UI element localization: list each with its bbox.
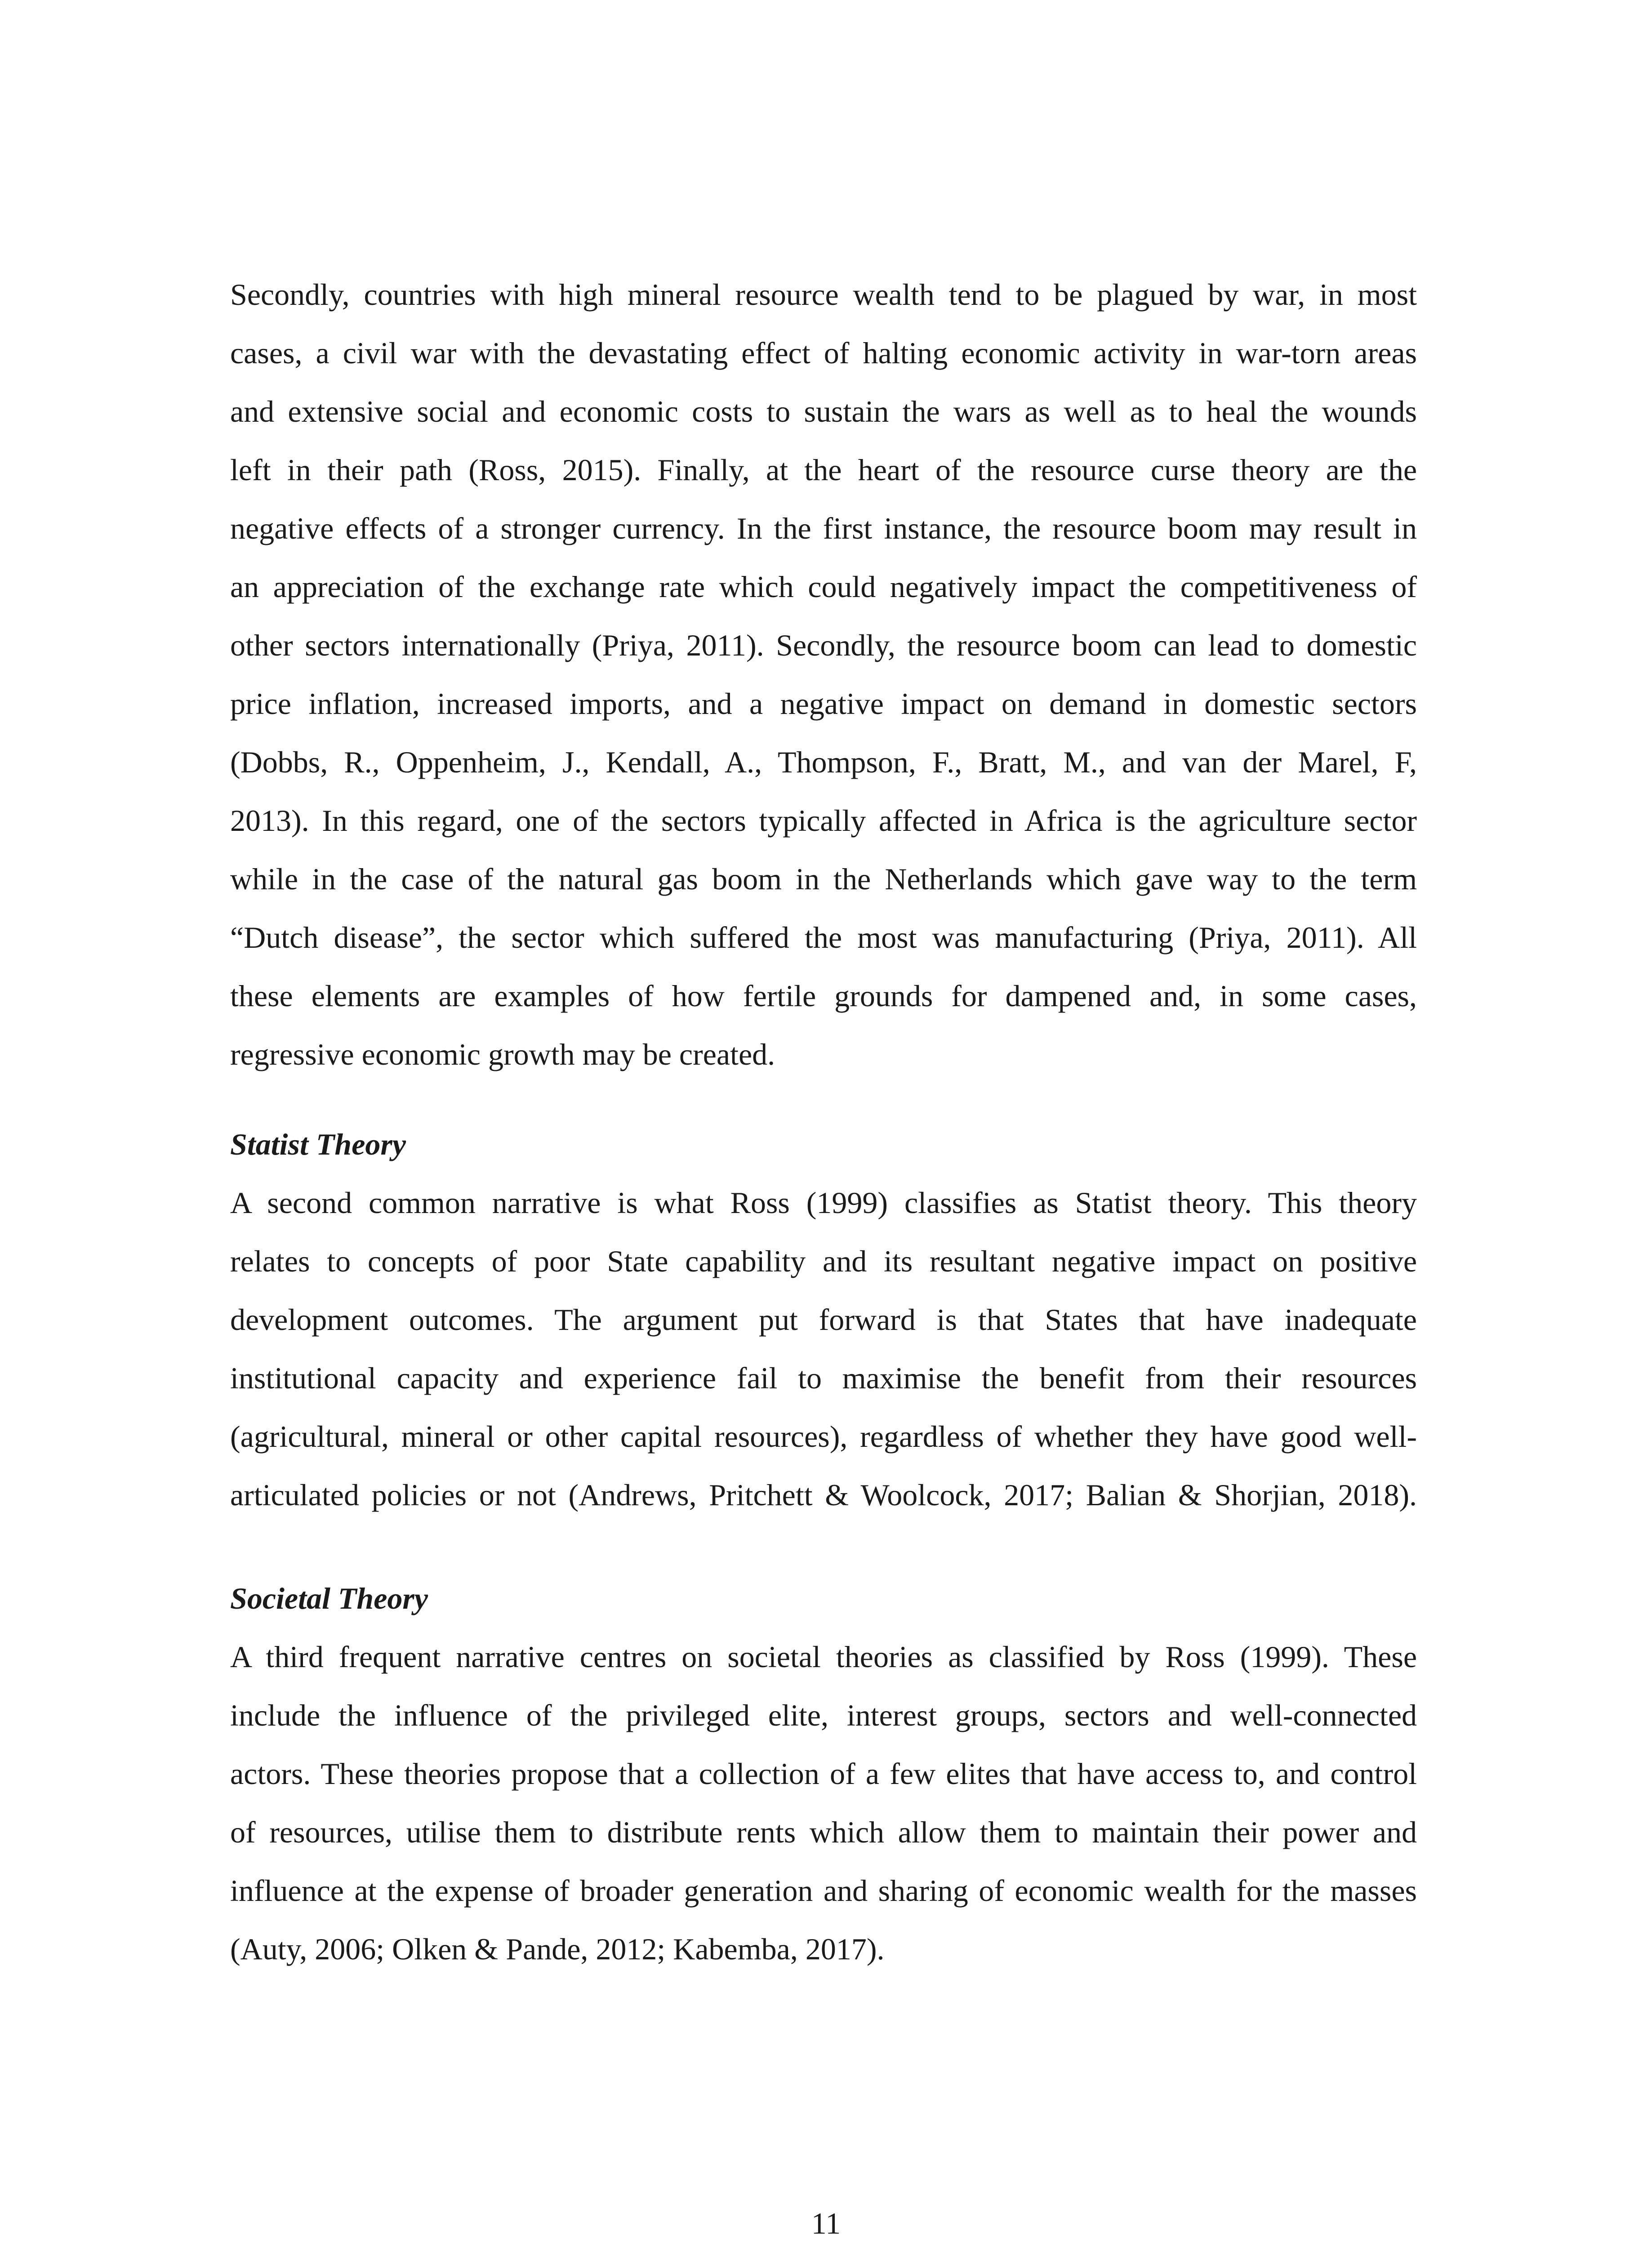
text-line: (Auty, 2006; Olken & Pande, 2012; Kabemba, 2017). bbox=[230, 1932, 885, 1966]
text-line: A second common narrative is what Ross (1999) classifies as Statist theory. This theory bbox=[230, 1186, 1417, 1220]
text-line: 2013). In this regard, one of the sectors typically affected in Africa is the agriculture sector bbox=[230, 803, 1417, 838]
text-line: these elements are examples of how fertile grounds for dampened and, in some cases, bbox=[230, 979, 1417, 1013]
text-line: other sectors internationally (Priya, 2011). Secondly, the resource boom can lead to domestic bbox=[230, 628, 1417, 662]
text-line: “Dutch disease”, the sector which suffered the most was manufacturing (Priya, 2011). All bbox=[230, 920, 1417, 955]
text-line: development outcomes. The argument put forward is that States that have inadequate bbox=[230, 1302, 1417, 1337]
text-line: price inflation, increased imports, and a negative impact on demand in domestic sectors bbox=[230, 687, 1417, 721]
text-line: Secondly, countries with high mineral resource wealth tend to be plagued by war, in most bbox=[230, 277, 1417, 312]
text-line: (agricultural, mineral or other capital resources), regardless of whether they have good well- bbox=[230, 1419, 1417, 1454]
text-line: regressive economic growth may be created. bbox=[230, 1037, 775, 1071]
text-line: include the influence of the privileged elite, interest groups, sectors and well-connected bbox=[230, 1698, 1417, 1732]
text-line: relates to concepts of poor State capability and its resultant negative impact on positive bbox=[230, 1244, 1417, 1278]
text-line: while in the case of the natural gas boom in the Netherlands which gave way to the term bbox=[230, 862, 1417, 896]
text-line: and extensive social and economic costs to sustain the wars as well as to heal the wounds bbox=[230, 394, 1417, 428]
text-line: actors. These theories propose that a collection of a few elites that have access to, and control bbox=[230, 1757, 1417, 1791]
text-line: cases, a civil war with the devastating effect of halting economic activity in war-torn areas bbox=[230, 336, 1417, 370]
text-line: negative effects of a stronger currency. In the first instance, the resource boom may result in bbox=[230, 511, 1417, 545]
text-line: institutional capacity and experience fail to maximise the benefit from their resources bbox=[230, 1361, 1417, 1395]
text-line: A third frequent narrative centres on societal theories as classified by Ross (1999). These bbox=[230, 1640, 1417, 1674]
text-line: left in their path (Ross, 2015). Finally, at the heart of the resource curse theory are the bbox=[230, 453, 1417, 487]
text-line: articulated policies or not (Andrews, Pritchett & Woolcock, 2017; Balian & Shorjian, 2018). bbox=[230, 1478, 1417, 1512]
page-number: 11 bbox=[811, 2206, 841, 2240]
section-heading-societal: Societal Theory bbox=[230, 1581, 428, 1615]
text-line: (Dobbs, R., Oppenheim, J., Kendall, A., Thompson, F., Bratt, M., and van der Marel, F, bbox=[230, 745, 1417, 779]
section-heading-statist: Statist Theory bbox=[230, 1127, 406, 1161]
text-line: influence at the expense of broader generation and sharing of economic wealth for the masses bbox=[230, 1873, 1417, 1908]
text-line: an appreciation of the exchange rate which could negatively impact the competitiveness of bbox=[230, 570, 1417, 604]
text-line: of resources, utilise them to distribute rents which allow them to maintain their power and bbox=[230, 1815, 1417, 1849]
